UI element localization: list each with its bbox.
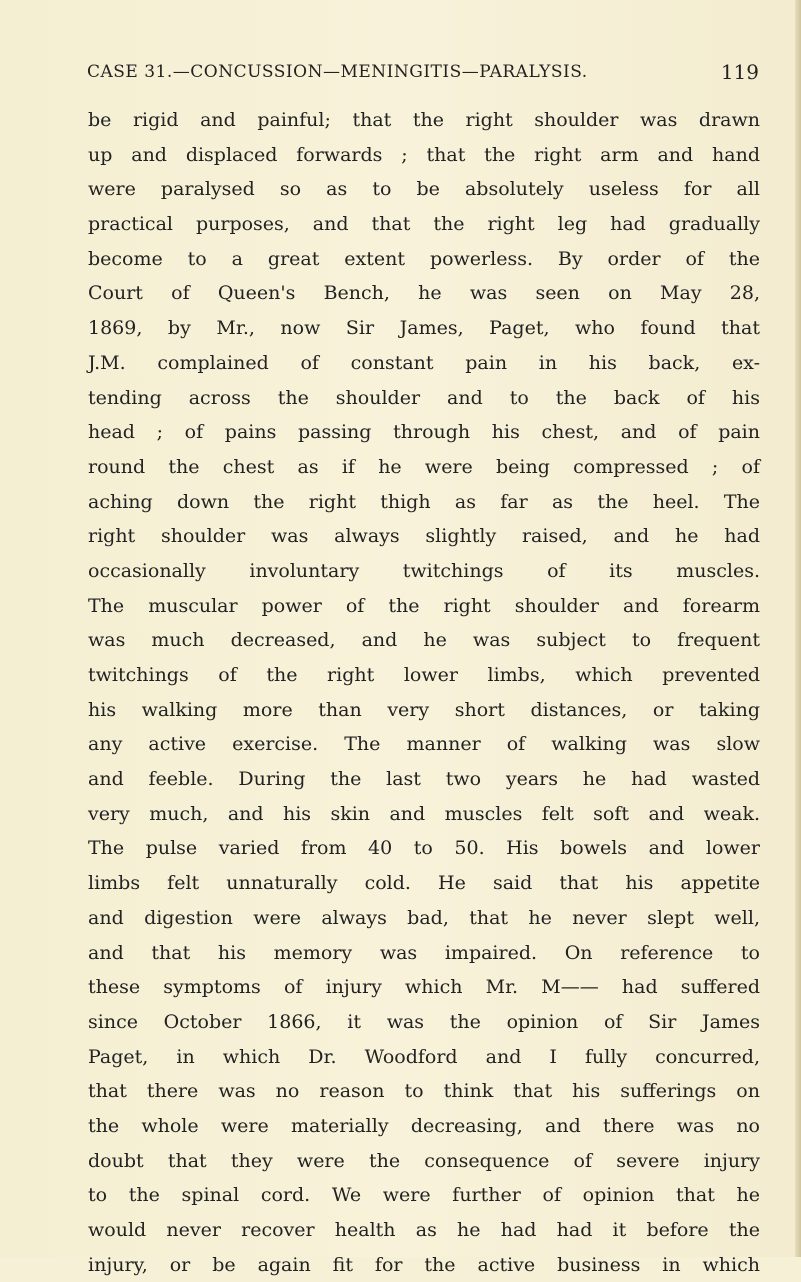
text-line: very much, and his skin and muscles felt soft and weak. (88, 802, 760, 825)
text-line: J.M. complained of constant pain in his back, ex- (88, 351, 760, 374)
text-line: would never recover health as he had had it before the (88, 1219, 760, 1241)
text-line: tending across the shoulder and to the back of his (88, 386, 760, 409)
text-line: up and displaced forwards ; that the right arm and hand (88, 143, 760, 166)
text-line: round the chest as if he were being compressed ; of (88, 455, 760, 478)
text-line: right shoulder was always slightly raised, and he had (88, 525, 760, 548)
page-header (87, 60, 759, 90)
text-line: become to a great extent powerless. By order of the (88, 247, 760, 270)
page-edge (795, 0, 801, 1257)
text-line: the whole were materially decreasing, and there was no (88, 1114, 760, 1137)
text-line: The muscular power of the right shoulder and forearm (88, 594, 760, 617)
text-line: were paralysed so as to be absolutely useless for all (88, 178, 760, 201)
text-line: limbs felt unnaturally cold. He said that his appetite (88, 872, 760, 895)
text-line: and digestion were always bad, that he never slept well, (88, 906, 760, 929)
text-line: that there was no reason to think that his sufferings on (88, 1080, 760, 1103)
text-line: Court of Queen's Bench, he was seen on May 28, (88, 282, 760, 305)
text-line: head ; of pains passing through his chest, and of pain (88, 421, 760, 444)
text-line: any active exercise. The manner of walking was slow (88, 733, 760, 756)
text-line: occasionally involuntary twitchings of its muscles. (88, 559, 760, 582)
body-text (88, 103, 760, 1282)
text-line: 1869, by Mr., now Sir James, Paget, who found that (88, 317, 760, 340)
running-head: CASE 31.—CONCUSSION—MENINGITIS—PARALYSIS. (87, 62, 588, 82)
text-line: doubt that they were the consequence of severe injury (88, 1149, 760, 1172)
text-line: be rigid and painful; that the right shoulder was drawn (88, 109, 760, 131)
text-line: and feeble. During the last two years he had wasted (88, 768, 760, 791)
text-line: The pulse varied from 40 to 50. His bowels and lower (88, 837, 760, 860)
text-line: injury, or be again fit for the active business in which (88, 1253, 760, 1276)
text-line: to the spinal cord. We were further of opinion that he (88, 1184, 760, 1207)
text-line: Paget, in which Dr. Woodford and I fully concurred, (88, 1045, 760, 1068)
text-line: these symptoms of injury which Mr. M—— had suffered (88, 976, 760, 999)
text-line: was much decreased, and he was subject to frequent (88, 629, 760, 652)
text-line: since October 1866, it was the opinion of Sir James (88, 1010, 760, 1033)
text-line: aching down the right thigh as far as the heel. The (88, 490, 760, 513)
text-line: practical purposes, and that the right leg had gradually (88, 213, 760, 236)
text-line: his walking more than very short distances, or taking (88, 698, 760, 721)
text-line: and that his memory was impaired. On reference to (88, 941, 760, 964)
text-line: twitchings of the right lower limbs, which prevented (88, 664, 760, 686)
page-number: 119 (720, 60, 759, 84)
